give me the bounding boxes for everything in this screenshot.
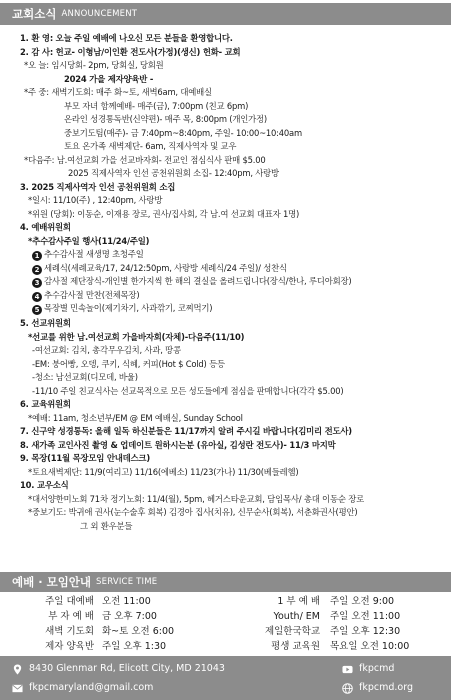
service-times-left: [14, 594, 214, 654]
circled-number: 3: [32, 278, 42, 288]
service-label: 주일 대예배: [45, 596, 94, 607]
announcement-item: *토요새벽제단: 11/9(여리고) 11/16(에베소) 11/23(가나) 11/30(베들레헴): [28, 466, 299, 477]
announcement-item: 1. 환 영: 오늘 주일 예배에 나오신 모든 분들을 환영합니다.: [20, 33, 233, 43]
announcement-item: *선교를 위한 남.여선교회 가을바자회(자체)-다음주(11/10): [28, 331, 245, 342]
announcement-item: *오 늘: 임시당회- 2pm, 당회실, 당회원: [24, 60, 164, 70]
announcement-list: [0, 32, 451, 552]
service-row: [230, 609, 445, 624]
announcement-item: 토요 온가족 새벽제단- 6am, 직제사역자 및 교우: [64, 141, 237, 151]
church-address: 8430 Glenmar Rd, Elicott City, MD 21043: [29, 663, 225, 674]
announcement-item: *일시: 11/10(주) , 12:40pm, 사랑방: [28, 195, 163, 205]
service-time: 주일 오전 9:00: [330, 596, 395, 607]
announcement-item: 온라인 성경통독반(신약편)- 매주 목, 8:00pm (개인가정): [64, 114, 267, 124]
announcement-item: 중보기도팀(매주)- 금 7:40pm~8:40pm, 주일- 10:00~10:40am: [64, 127, 302, 138]
website-item[interactable]: [342, 680, 413, 696]
announcement-item: *중보기도: 박귀애 권사(눈수술후 회복) 김경아 집사(치유), 신무순사(회복), 서춘화권사(평안): [28, 507, 358, 517]
announcement-item: 8. 새가족 교인사진 촬영 & 업데이트 원하시는분 (유아실, 김성란 전도사)- 11/3 마지막: [20, 439, 336, 450]
announcement-item: *주 중: 새벽기도회: 매주 화~토, 새벽6am, 대예배실: [24, 87, 212, 97]
service-row: [230, 639, 445, 654]
service-subtitle: SERVICE TIME: [96, 577, 158, 587]
announcement-item: 7. 신구약 성경통독: 올해 일독 하신분들은 11/17까지 알려 주시길 바랍니다(김미리 전도사): [20, 426, 352, 436]
service-row: [14, 639, 214, 654]
announcement-item: *다음주: 남.여선교회 가을 선교바자회- 전교인 점심식사 판매 $5.00: [24, 154, 266, 165]
announcement-subitem: 2 세례식(세례교육/17, 24/12:50pm, 사랑방 세례식/24 주일)/ 성찬식: [32, 262, 287, 275]
service-label: 새벽 기도회: [45, 626, 94, 637]
youtube-icon: [342, 664, 353, 675]
address-item: [12, 661, 225, 677]
service-time: 오전 11:00: [102, 596, 151, 607]
service-time: 목요일 오전 10:00: [330, 641, 410, 652]
announcement-subtitle: ANNOUNCEMENT: [61, 9, 138, 19]
announcement-item: 5. 선교위원회: [20, 318, 71, 328]
announcement-header: [0, 3, 451, 25]
service-row: [14, 609, 214, 624]
announcement-item: 3. 2025 직제사역자 인선 공천위원회 소집: [20, 181, 176, 192]
announcement-item: 그 외 환우분들: [80, 520, 133, 531]
youtube-item[interactable]: [342, 661, 394, 677]
announcement-item: 부모 자녀 함께예배- 매주(금), 7:00pm (친교 6pm): [64, 100, 249, 111]
email-icon: [12, 683, 23, 694]
email-item[interactable]: [12, 680, 153, 696]
contact-footer: [0, 656, 451, 700]
service-header: [0, 572, 451, 592]
announcement-subitem: 5 목장별 민속놀이(제기차기, 사과깎기, 코찌먹기): [32, 302, 212, 315]
circled-number: 1: [32, 251, 42, 261]
service-time: 주일 오전 11:00: [330, 611, 401, 622]
service-row: [230, 624, 445, 639]
church-email[interactable]: fkpcmaryland@gmail.com: [29, 682, 154, 693]
announcement-item: 2. 감 사: 헌교- 이형남/이인환 전도사(가정)(생신) 헌화- 교회: [20, 46, 241, 57]
announcement-item: *위원 (당회): 이동순, 이재용 장로, 권사/집사회, 각 남.여 선교회 대표자 1명): [28, 208, 300, 219]
service-label: 제일한국학교: [264, 626, 320, 637]
globe-icon: [342, 683, 353, 694]
service-title: 예배 · 모임안내: [12, 575, 92, 589]
service-label: 제자 양육반: [45, 641, 94, 652]
service-label: 부 자 예 배: [48, 611, 94, 622]
service-time: 화~토 오전 6:00: [102, 626, 175, 637]
service-times-right: [230, 594, 445, 654]
announcement-subitem: 1 추수감사절 새생명 초청주일: [32, 248, 144, 261]
youtube-channel[interactable]: fkpcmd: [359, 663, 395, 674]
circled-number: 2: [32, 265, 42, 275]
announcement-item: *추수감사주일 행사(11/24/주일): [28, 235, 150, 246]
announcement-item: 6. 교육위원회: [20, 399, 71, 409]
announcement-item: -EM: 붕어빵, 오뎅, 쿠키, 식혜, 커피(Hot $ Cold) 등등: [32, 358, 225, 369]
announcement-item: *대서양한미노회 71차 정기노회: 11/4(월), 5pm, 헤거스타운교회, 담임목사/ 총대 이동순 장로: [28, 493, 364, 504]
service-row: [230, 594, 445, 609]
circled-number: 4: [32, 292, 42, 302]
announcement-item: 2025 직제사역자 인선 공천위원회 소집- 12:40pm, 사랑방: [68, 168, 279, 178]
service-row: [14, 624, 214, 639]
service-label: Youth/ EM: [273, 611, 320, 622]
announcement-item: 10. 교우소식: [20, 480, 69, 490]
announcement-item: -청소: 남선교회(디모데, 바울): [32, 372, 138, 382]
service-time: 주일 오후 1:30: [102, 641, 167, 652]
announcement-item: -11/10 주일 친교식사는 선교목적으로 모든 성도들에게 점심을 판매합니다(각각 $5.00): [32, 385, 344, 396]
church-website[interactable]: fkpcmd.org: [359, 682, 413, 693]
service-times: [0, 594, 451, 654]
service-time: 주일 오후 12:30: [330, 626, 401, 637]
announcement-subitem: 4 추수감사절 만찬(전체목장): [32, 289, 139, 302]
announcement-item: 4. 예배위원회: [20, 222, 71, 232]
service-row: [14, 594, 214, 609]
location-pin-icon: [12, 664, 23, 675]
announcement-item: 9. 목장(11월 목장모임 안내데스크): [20, 453, 150, 463]
announcement-title: 교회소식: [12, 7, 57, 21]
service-label: 1 부 예 배: [277, 596, 320, 607]
announcement-subitem: 3 감사절 제단장식-개인별 한가지씩 한 해의 결실을 올려드립니다(장식/한나, 루디아회장): [32, 275, 351, 288]
announcement-item: -여선교회: 김치, 총각무우김치, 사과, 땅콩: [32, 345, 181, 355]
announcement-item: 2024 가을 제자양육반 -: [64, 73, 154, 84]
announcement-item: *예배: 11am, 청소년부/EM @ EM 예배실, Sunday School: [28, 412, 243, 423]
circled-number: 5: [32, 305, 42, 315]
service-time: 금 오후 7:00: [102, 611, 157, 622]
service-label: 평생 교육원: [271, 641, 320, 652]
